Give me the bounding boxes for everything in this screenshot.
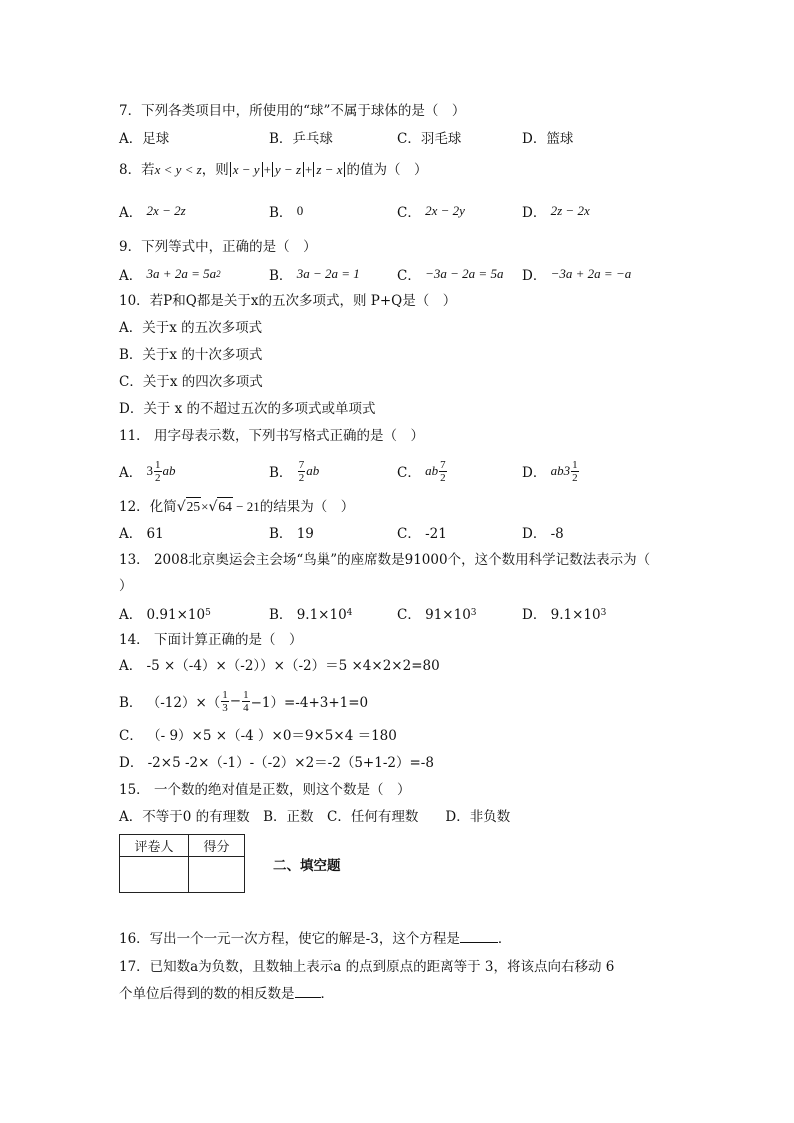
q13-option-c: C． 91×10 3 — [397, 607, 477, 623]
q9-option-b: B． 3a − 2a = 1 — [269, 266, 360, 284]
grader-table — [119, 834, 245, 893]
question-13-stem: 13． 2008北京奥运会主会场“鸟巢”的座席数是91000个，这个数用科学记数法表示为（ — [119, 552, 651, 568]
question-16: 16．写出一个一元一次方程，使它的解是-3，这个方程是 ． — [119, 931, 512, 947]
q11-option-d: D． ab3 $\frac{1}{2}$ — [522, 458, 578, 484]
q8-abs-1: x − y — [230, 162, 263, 177]
q13-option-d: D． 9.1×10 3 — [522, 607, 607, 623]
q8-abs-3: z − x — [313, 162, 345, 177]
answer-blank-16 — [460, 930, 498, 943]
grader-header: 评卷人 — [120, 835, 189, 857]
q14-option-d: D． -2×5 -2×（-1）-（-2）×2＝-2（5+1-2）=-8 — [119, 755, 434, 771]
q12-sqrt-2: √ 64 — [208, 499, 232, 515]
q8-condition: x < y < z — [154, 162, 202, 177]
q9-option-a: A． 3a + 2a = 5a 2 — [119, 266, 221, 284]
q12-option-a: A． 61 — [119, 526, 164, 542]
question-7-stem: 7．下列各类项目中，所使用的“球”不属于球体的是（ ） — [119, 103, 466, 119]
q10-option-a: A．关于x 的五次多项式 — [119, 320, 263, 336]
question-9-stem: 9．下列等式中，正确的是（ ） — [119, 239, 317, 255]
q14-option-a: A． -5 ×（-4）×（-2））×（-2）＝5 ×4×2×2=80 — [119, 658, 440, 674]
q11-option-b: B． $\frac{7}{2}$ ab — [269, 458, 320, 484]
q7-option-c: C．羽毛球 — [397, 131, 462, 147]
q9-option-c: C． −3a − 2a = 5a — [397, 266, 504, 284]
question-8-options — [119, 200, 679, 222]
question-14-stem: 14． 下面计算正确的是（ ） — [119, 632, 303, 648]
q12-sqrt-1: √ 25 — [176, 499, 201, 515]
score-cell — [189, 857, 245, 893]
q11-option-a: A． 3 $\frac{1}{2}$ ab — [119, 458, 176, 484]
q11-option-c: C． ab $\frac{7}{2}$ — [397, 458, 446, 484]
score-header: 得分 — [189, 835, 245, 857]
q14-option-b: B． （-12）×（ $\frac{1}{3}$ − $\frac{1}{4}$ −1）=-4+3+1=0 — [119, 688, 369, 714]
question-7-options — [119, 126, 679, 148]
q8-option-c: C． 2x − 2y — [397, 203, 465, 221]
question-13-options — [119, 602, 679, 624]
q10-option-c: C．关于x 的四次多项式 — [119, 374, 263, 390]
question-12-options — [119, 521, 679, 543]
q12-option-d: D． -8 — [522, 526, 564, 542]
q10-option-d: D．关于 x 的不超过五次的多项式或单项式 — [119, 401, 376, 417]
q8-option-a: A． 2x − 2z — [119, 203, 186, 221]
q13-option-a: A． 0.91×10 5 — [119, 607, 211, 623]
question-11-options — [119, 457, 679, 485]
q8-option-b: B． 0 — [269, 203, 304, 221]
q13-option-b: B． 9.1×10 4 — [269, 607, 353, 623]
question-8-stem: 8．若x < y < z，则 x − y + y − z + z − x 的值为（ ） — [119, 162, 428, 178]
question-11-stem: 11． 用字母表示数，下列书写格式正确的是（ ） — [119, 428, 424, 444]
question-9-options — [119, 263, 679, 285]
q14-option-c: C． （- 9）×5 ×（-4 ）×0＝9×5×4 ＝180 — [119, 728, 397, 744]
question-10-stem: 10．若P和Q都是关于x的五次多项式，则 P+Q是（ ） — [119, 293, 457, 309]
q8-abs-2: y − z — [272, 162, 304, 177]
q10-option-b: B．关于x 的十次多项式 — [119, 347, 263, 363]
answer-blank-17 — [295, 985, 321, 998]
section-title: 二、填空题 — [273, 858, 341, 874]
q7-option-d: D．篮球 — [522, 131, 574, 147]
question-17-line1: 17．已知数a为负数，且数轴上表示a 的点到原点的距离等于 3，将该点向右移动 6 — [119, 959, 615, 975]
q9-option-d: D． −3a + 2a = −a — [522, 266, 632, 284]
q8-option-d: D． 2z − 2x — [522, 203, 590, 221]
q7-option-b: B．乒乓球 — [269, 131, 333, 147]
question-15-stem: 15． 一个数的绝对值是正数，则这个数是（ ） — [119, 782, 411, 798]
question-17-line2: 个单位后得到的数的相反数是 ． — [119, 986, 334, 1002]
q12-option-b: B． 19 — [269, 526, 314, 542]
grader-cell — [120, 857, 189, 893]
q12-option-c: C． -21 — [397, 526, 447, 542]
question-12-stem: 12．化简 √ 25 × √ 64 − 21的结果为（ ） — [119, 499, 355, 515]
question-15-options: A．不等于0 的有理数 B．正数 C．任何有理数 D．非负数 — [119, 809, 511, 825]
question-13-stem-cont: ） — [119, 578, 133, 594]
q7-option-a: A．足球 — [119, 131, 170, 147]
